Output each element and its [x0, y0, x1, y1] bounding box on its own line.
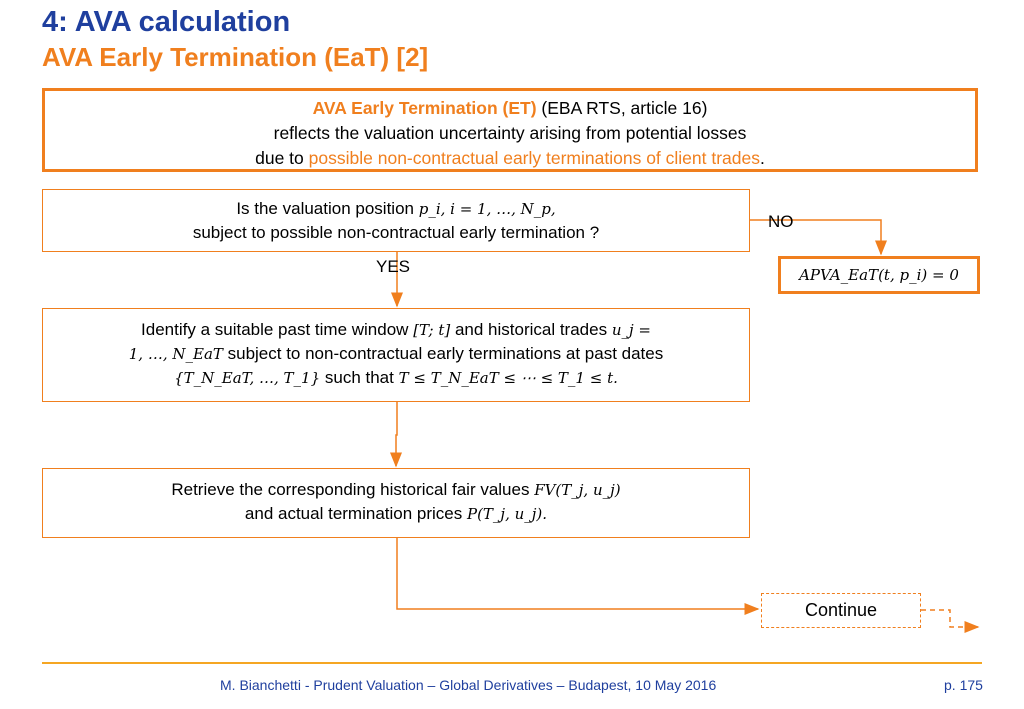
step1-line-2 — [43, 342, 749, 366]
no-label: NO — [768, 212, 794, 231]
definition-line-3-suffix: . — [760, 148, 765, 168]
step2-text-2: and actual termination prices — [244, 504, 467, 523]
step1-math-2: u_j = — [611, 321, 651, 339]
slide-subtitle: AVA Early Termination (EaT) [2] — [42, 42, 429, 72]
definition-term: AVA Early Termination (ET) — [312, 98, 537, 118]
step1-math-3: 1, …, N_EaT — [128, 345, 223, 363]
slide-title: 4: AVA calculation — [42, 6, 291, 38]
question-box — [42, 189, 750, 252]
step1-text-3: subject to non-contractual early terminations at past dates — [222, 344, 664, 363]
question-math: p_i, i = 1, …, N_p, — [418, 200, 556, 218]
step2-math-2: P(T_j, u_j). — [466, 505, 548, 523]
step1-line-1 — [43, 318, 749, 342]
step2-line-2 — [43, 502, 749, 526]
step2-math-1: FV(T_j, u_j) — [534, 481, 621, 499]
step1-line-3 — [43, 366, 749, 390]
step1-text-4: such that — [320, 368, 399, 387]
step1-box — [42, 308, 750, 402]
question-line-2: subject to possible non-contractual early termination ? — [192, 223, 600, 242]
result-formula: APVA_EaT(t, p_i) = 0 — [799, 266, 959, 284]
step1-connector — [396, 402, 397, 466]
definition-highlight: possible non-contractual early terminations of client trades — [308, 148, 760, 168]
step1-text-2: and historical trades — [450, 320, 612, 339]
step2-line-1 — [43, 478, 749, 502]
step2-text-1: Retrieve the corresponding historical fair values — [171, 480, 535, 499]
question-line-1 — [43, 197, 749, 221]
definition-line-3-prefix: due to — [255, 148, 309, 168]
step1-math-1: [T; t] — [413, 321, 451, 339]
footer-divider — [42, 662, 982, 664]
step2-box — [42, 468, 750, 538]
page-number: p. 175 — [944, 677, 983, 693]
footer-text: M. Bianchetti - Prudent Valuation – Global Derivatives – Budapest, 10 May 2016 — [220, 677, 717, 693]
result-box — [778, 256, 980, 294]
continue-box: Continue — [761, 593, 921, 628]
step1-text-1: Identify a suitable past time window — [141, 320, 414, 339]
step1-math-5: T ≤ T_N_EaT ≤ ⋯ ≤ T_1 ≤ t. — [398, 369, 618, 387]
continue-dashed-connector — [921, 610, 978, 627]
step1-math-4: {T_N_EaT, …, T_1} — [174, 369, 321, 387]
question-text: Is the valuation position — [236, 199, 419, 218]
continue-connector — [397, 538, 758, 609]
definition-line-2: reflects the valuation uncertainty arising from potential losses — [273, 123, 747, 143]
yes-label: YES — [376, 257, 411, 276]
definition-reference: (EBA RTS, article 16) — [536, 98, 708, 118]
